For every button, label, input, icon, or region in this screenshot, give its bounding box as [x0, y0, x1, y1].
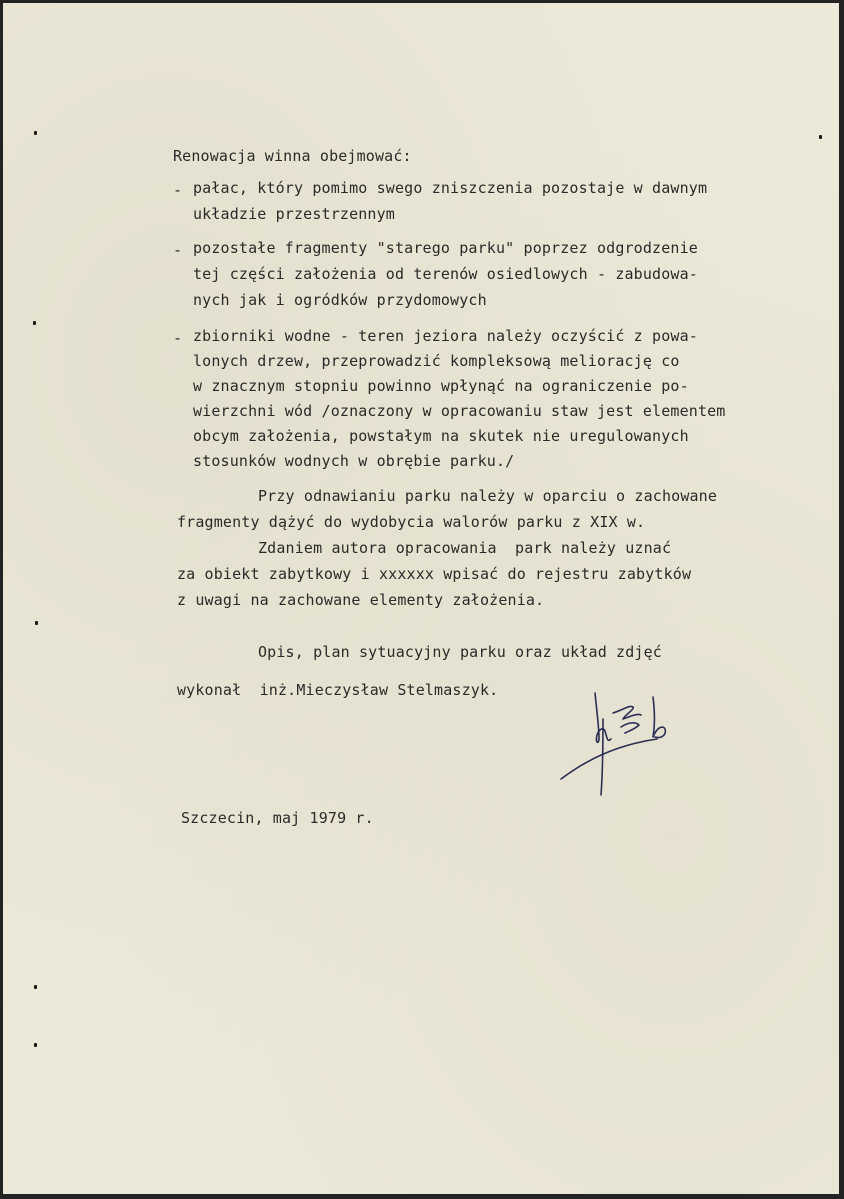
bullet-dash: -: [173, 329, 183, 347]
item-3-line-6: stosunków wodnych w obrębie parku./: [193, 452, 515, 470]
item-2-line-3: nych jak i ogródków przydomowych: [193, 291, 487, 309]
margin-mark: [819, 135, 822, 139]
margin-mark: [35, 621, 38, 625]
paragraph-2-line-2: za obiekt zabytkowy i xxxxxx wpisać do rejestru zabytków: [177, 565, 692, 583]
document-page: [3, 3, 839, 1194]
margin-mark: [34, 1043, 37, 1047]
item-3-line-1: zbiorniki wodne - teren jeziora należy oczyścić z powa-: [193, 327, 698, 345]
bullet-dash: -: [173, 241, 183, 259]
margin-mark: [33, 321, 36, 325]
paragraph-2-line-1: Zdaniem autora opracowania park należy uznać: [258, 539, 672, 557]
margin-mark: [34, 985, 37, 989]
paragraph-2-line-3: z uwagi na zachowane elementy założenia.: [177, 591, 545, 609]
paragraph-1-line-2: fragmenty dążyć do wydobycia walorów parku z XIX w.: [177, 513, 646, 531]
bullet-dash: -: [173, 181, 183, 199]
paragraph-1-line-1: Przy odnawianiu parku należy w oparciu o zachowane: [258, 487, 718, 505]
item-3-line-2: lonych drzew, przeprowadzić kompleksową meliorację co: [193, 352, 680, 370]
item-2-line-1: pozostałe fragmenty "starego parku" poprzez odgrodzenie: [193, 239, 698, 257]
item-3-line-4: wierzchni wód /oznaczony w opracowaniu staw jest elementem: [193, 402, 726, 420]
item-3-line-3: w znacznym stopniu powinno wpłynąć na ograniczenie po-: [193, 377, 689, 395]
signature: [555, 683, 715, 803]
item-1-line-2: układzie przestrzennym: [193, 205, 395, 223]
item-3-line-5: obcym założenia, powstałym na skutek nie uregulowanych: [193, 427, 689, 445]
margin-mark: [34, 131, 37, 135]
closing-line-1: Opis, plan sytuacyjny parku oraz układ zdjęć: [258, 643, 662, 661]
place-date: Szczecin, maj 1979 r.: [181, 809, 374, 827]
item-1-line-1: pałac, który pomimo swego zniszczenia pozostaje w dawnym: [193, 179, 708, 197]
heading: Renowacja winna obejmować:: [173, 147, 412, 165]
item-2-line-2: tej części założenia od terenów osiedlowych - zabudowa-: [193, 265, 698, 283]
author-line: wykonał inż.Mieczysław Stelmaszyk.: [177, 681, 499, 699]
